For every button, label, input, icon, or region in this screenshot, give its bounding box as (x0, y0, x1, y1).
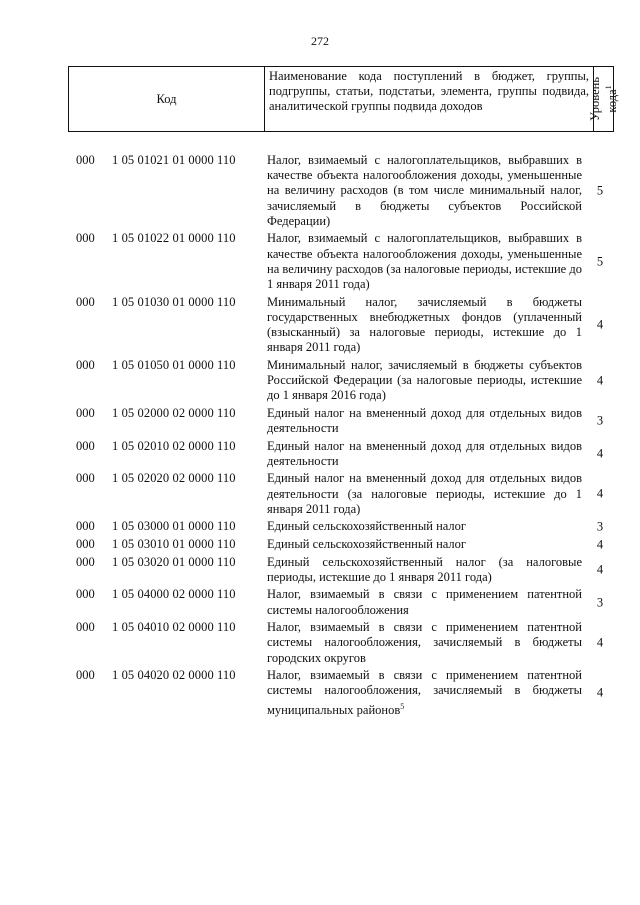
revenue-name-text: Налог, взимаемый в связи с применением патентной системы налогообложения, зачисляемый в бюджеты муниципальных районов (267, 668, 582, 717)
table-row (0, 295, 640, 356)
code-level: 3 (596, 413, 604, 428)
admin-code: 000 (76, 294, 95, 309)
code-level: 5 (596, 254, 604, 269)
admin-code: 000 (76, 471, 95, 486)
admin-code: 000 (76, 357, 95, 372)
code-level: 4 (596, 446, 604, 461)
revenue-code: 1 05 02020 02 0000 110 (112, 471, 236, 486)
table-row (0, 471, 640, 517)
revenue-name: Налог, взимаемый с налогоплательщиков, выбравших в качестве объекта налогообложения доходы, уменьшенные на величину расходов (в том числе минимальный налог, зачисляемый в бюджеты субъектов Российской Федерации) (267, 153, 582, 228)
header-code: Код (69, 67, 265, 132)
revenue-name: Единый налог на вмененный доход для отдельных видов деятельности (267, 405, 582, 436)
admin-code: 000 (76, 231, 95, 246)
footnote-marker: 5 (400, 701, 405, 711)
table-header (68, 66, 619, 132)
revenue-name: Налог, взимаемый с налогоплательщиков, выбравших в качестве объекта налогообложения доходы, уменьшенные на величину расходов (за налоговые периоды, истекшие до 1 января 2011 года) (267, 231, 582, 292)
revenue-code: 1 05 01030 01 0000 110 (112, 294, 236, 309)
revenue-code: 1 05 02000 02 0000 110 (112, 405, 236, 420)
code-level: 4 (596, 373, 604, 388)
code-level: 3 (596, 519, 604, 534)
table-row (0, 668, 640, 718)
revenue-name: Единый сельскохозяйственный налог (267, 537, 467, 551)
header-name: Наименование кода поступлений в бюджет, группы, подгруппы, статьи, подстатьи, элемента, группы подвида, аналитической группы подвида доходов (265, 67, 594, 132)
table-row (0, 231, 640, 292)
revenue-name: Минимальный налог, зачисляемый в бюджеты субъектов Российской Федерации (за налоговые периоды, истекшие до 1 января 2016 года) (267, 357, 582, 403)
table-row (0, 555, 640, 585)
code-level: 3 (596, 594, 604, 609)
revenue-name: Единый сельскохозяйственный налог (за налоговые периоды, истекшие до 1 января 2011 года) (267, 554, 582, 584)
revenue-name: Единый сельскохозяйственный налог (267, 519, 467, 534)
revenue-code: 1 05 04000 02 0000 110 (112, 587, 236, 602)
table-row (0, 620, 640, 666)
code-level: 4 (596, 562, 604, 577)
admin-code: 000 (76, 537, 95, 551)
revenue-code: 1 05 01022 01 0000 110 (112, 231, 236, 246)
code-level: 4 (596, 635, 604, 650)
header-level-line1: Уровень (587, 76, 602, 122)
revenue-code: 1 05 01050 01 0000 110 (112, 357, 236, 372)
code-level: 4 (596, 685, 604, 700)
table-row (0, 519, 640, 534)
admin-code: 000 (76, 620, 95, 635)
code-level: 4 (596, 317, 604, 332)
revenue-name: Единый налог на вмененный доход для отдельных видов деятельности (за налоговые периоды, истекшие до 1 января 2011 года) (267, 471, 582, 516)
revenue-code: 1 05 04020 02 0000 110 (112, 668, 236, 683)
header-level (587, 67, 619, 132)
revenue-code: 1 05 03020 01 0000 110 (112, 554, 236, 569)
revenue-code: 1 05 04010 02 0000 110 (112, 620, 236, 635)
table-row (0, 587, 640, 617)
code-level: 4 (596, 486, 604, 501)
admin-code: 000 (76, 668, 95, 683)
admin-code: 000 (76, 587, 95, 602)
revenue-code: 1 05 03010 01 0000 110 (112, 537, 236, 551)
revenue-name: Минимальный налог, зачисляемый в бюджеты государственных внебюджетных фондов (уплаченный (взысканный) за налоговые периоды, истекшие до 1 января 2011 года) (267, 294, 582, 355)
revenue-code: 1 05 03000 01 0000 110 (112, 519, 236, 534)
table-row (0, 358, 640, 404)
table-row (0, 153, 640, 229)
admin-code: 000 (76, 554, 95, 569)
table-body (0, 153, 640, 720)
admin-code: 000 (76, 438, 95, 453)
revenue-name: Налог, взимаемый в связи с применением патентной системы налогообложения (267, 587, 582, 617)
header-level-line2: кода (604, 89, 619, 113)
code-level: 4 (596, 536, 604, 551)
page-number: 272 (311, 34, 329, 48)
header-level-footnote: 1 (603, 85, 613, 90)
code-level: 5 (596, 183, 604, 198)
revenue-code: 1 05 02010 02 0000 110 (112, 438, 236, 453)
table-row (0, 406, 640, 436)
revenue-name: Налог, взимаемый в связи с применением патентной системы налогообложения, зачисляемый в бюджеты городских округов (267, 620, 582, 665)
table-row (0, 439, 640, 469)
revenue-code: 1 05 01021 01 0000 110 (112, 153, 236, 167)
admin-code: 000 (76, 519, 95, 534)
admin-code: 000 (76, 405, 95, 420)
admin-code: 000 (76, 153, 95, 167)
revenue-name: Единый налог на вмененный доход для отдельных видов деятельности (267, 438, 582, 468)
table-row (0, 537, 640, 552)
revenue-name (267, 668, 582, 718)
